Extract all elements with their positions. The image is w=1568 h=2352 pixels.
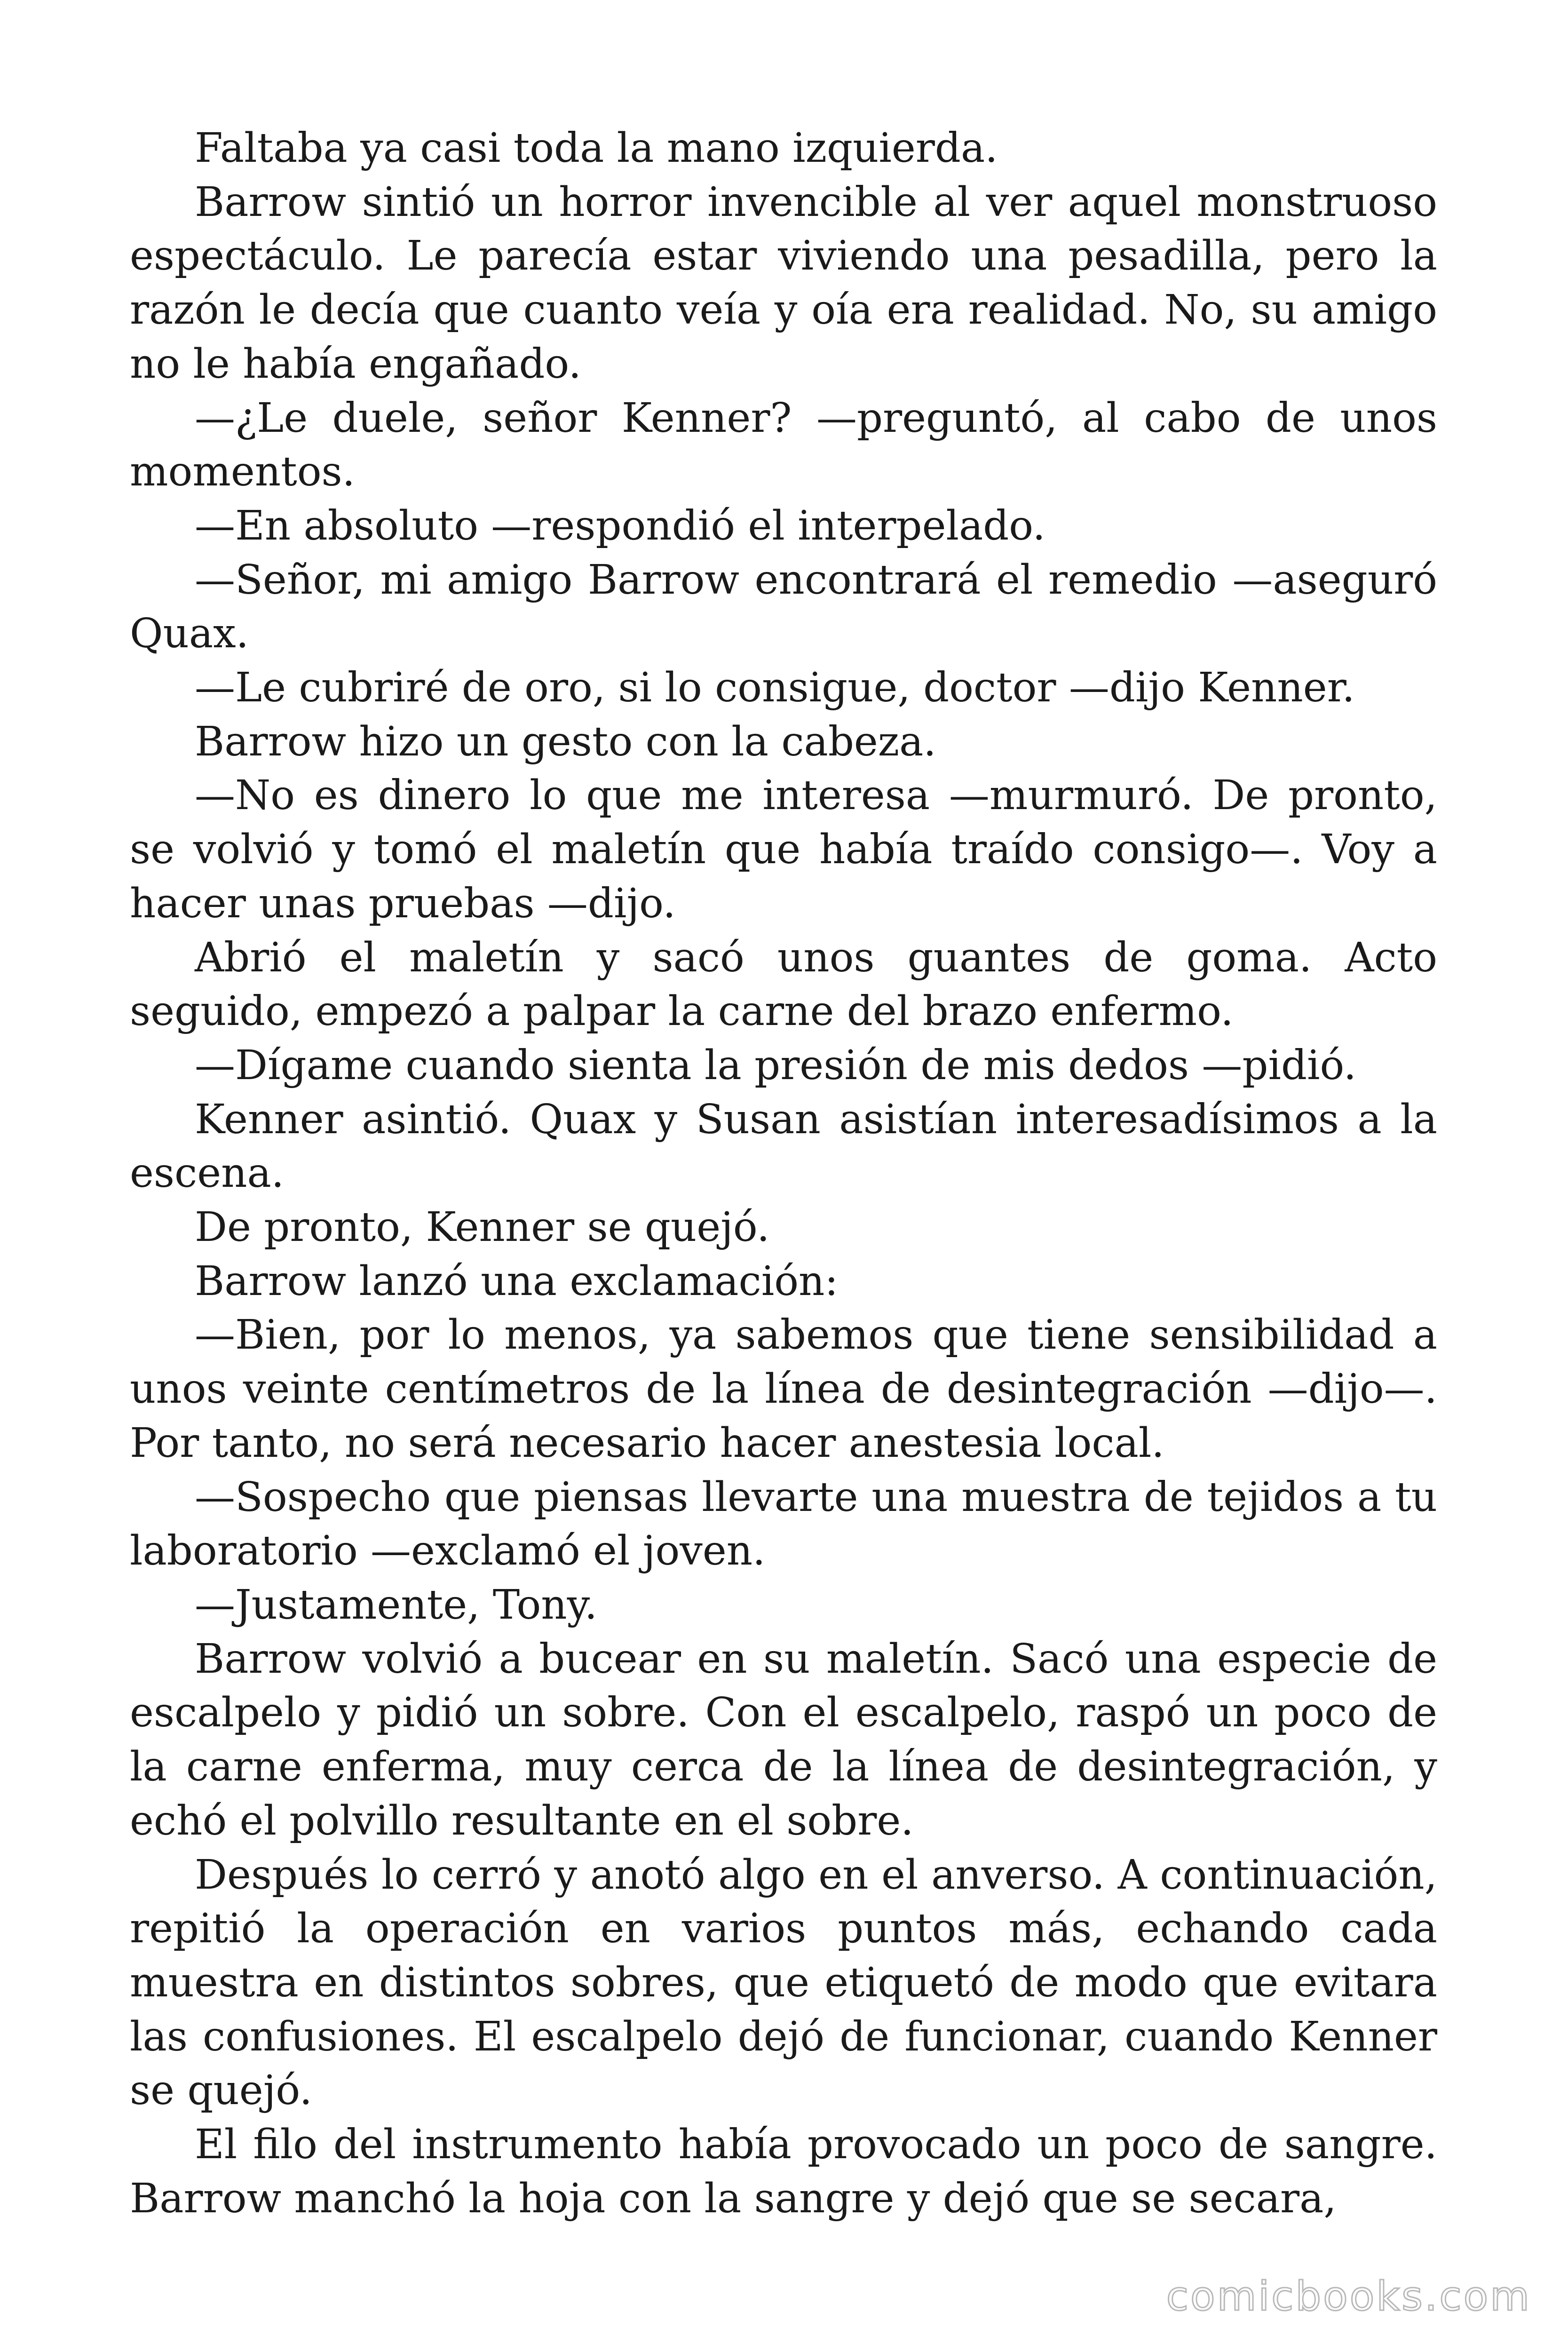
paragraph-7: Barrow hizo un gesto con la cabeza. xyxy=(195,718,936,765)
paragraph-9: Abrió el maletín y sacó unos guantes de goma. Acto seguido, empezó a palpar la carne del brazo enfermo. xyxy=(130,934,1437,1035)
paragraph-17: Barrow volvió a bucear en su maletín. Sacó una especie de escalpelo y pidió un sobre. Con el escalpelo, raspó un poco de la carne enferma, muy cerca de la línea de desintegración, y echó el polvillo resultante en el sobre. xyxy=(130,1635,1437,1844)
paragraph-2: Barrow sintió un horror invencible al ver aquel monstruoso espectáculo. Le parecía estar viviendo una pesadilla, pero la razón le decía que cuanto veía y oía era realidad. No, su amigo no le había engañado. xyxy=(130,178,1437,388)
paragraph-15: —Sospecho que piensas llevarte una muestra de tejidos a tu laboratorio —exclamó el joven. xyxy=(130,1473,1437,1575)
body-text xyxy=(130,121,1437,2225)
paragraph-10: —Dígame cuando sienta la presión de mis dedos —pidió. xyxy=(195,1041,1357,1089)
paragraph-13: Barrow lanzó una exclamación: xyxy=(195,1257,839,1305)
paragraph-12: De pronto, Kenner se quejó. xyxy=(195,1204,770,1251)
paragraph-3: —¿Le duele, señor Kenner? —preguntó, al cabo de unos momentos. xyxy=(130,394,1437,496)
paragraph-8: —No es dinero lo que me interesa —murmuró. De pronto, se volvió y tomó el maletín que había traído consigo—. Voy a hacer unas pruebas —dijo. xyxy=(130,772,1437,927)
paragraph-1: Faltaba ya casi toda la mano izquierda. xyxy=(195,125,998,172)
paragraph-11: Kenner asintió. Quax y Susan asistían interesadísimos a la escena. xyxy=(130,1096,1437,1197)
paragraph-16: —Justamente, Tony. xyxy=(195,1581,598,1629)
paragraph-5: —Señor, mi amigo Barrow encontrará el remedio —aseguró Quax. xyxy=(130,556,1437,658)
paragraph-4: —En absoluto —respondió el interpelado. xyxy=(195,502,1045,549)
paragraph-18: Después lo cerró y anotó algo en el anverso. A continuación, repitió la operación en varios puntos más, echando cada muestra en distintos sobres, que etiquetó de modo que evitara las confusiones. El escalpelo dejó de funcionar, cuando Kenner se quejó. xyxy=(130,1851,1437,2114)
paragraph-14: —Bien, por lo menos, ya sabemos que tiene sensibilidad a unos veinte centímetros de la línea de desintegración —dijo—. Por tanto, no será necesario hacer anestesia local. xyxy=(130,1311,1437,1467)
paragraph-6: —Le cubriré de oro, si lo consigue, doctor —dijo Kenner. xyxy=(195,664,1355,712)
watermark: comicbooks.com xyxy=(1166,2273,1531,2320)
paragraph-19: El filo del instrumento había provocado un poco de sangre. Barrow manchó la hoja con la sangre y dejó que se secara, xyxy=(130,2121,1437,2222)
